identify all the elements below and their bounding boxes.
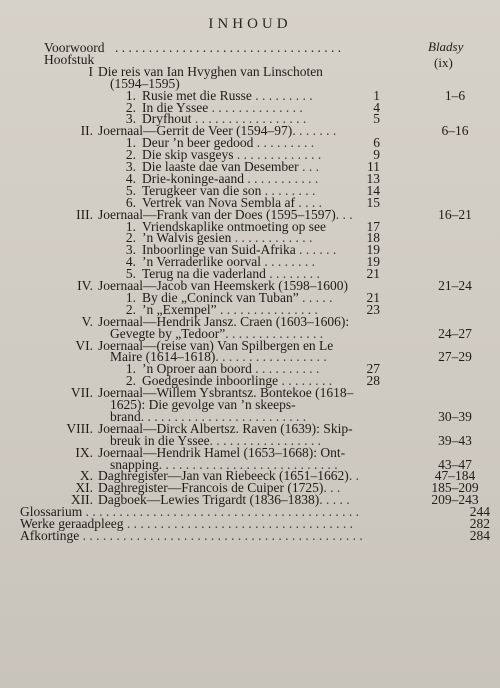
section-title: Drie-koninge-aand . . . . . . . . . . .	[142, 170, 319, 186]
chapter-page-range: 39–43	[438, 432, 472, 448]
chapter-number: XI.	[75, 480, 93, 496]
section-number: 1.	[125, 135, 136, 151]
pages-sublabel: (ix)	[434, 55, 453, 70]
chapter-title-line: snapping . . . . . . . . . . . . . . . . . . . . . . . . . . .	[110, 456, 338, 472]
leader-dots: . . . . .	[298, 289, 333, 305]
section-title: Terugkeer van die son . . . . . . . .	[142, 182, 316, 198]
section-title: Terug na die vaderland . . . . . . . .	[142, 266, 320, 282]
chapter-number: II.	[80, 123, 93, 139]
chapter-number: VIII.	[66, 420, 93, 436]
leader-dots: . . . . . . . . . . . . . . . . . . . . . . . . . . .	[158, 456, 338, 472]
section-page: 6	[373, 135, 380, 151]
section-number: 4.	[125, 254, 136, 270]
chapter-number: VI.	[75, 337, 93, 353]
chapter-title-line: breuk in die Yssee . . . . . . . . . . . . . . . . .	[110, 432, 321, 448]
leader-dots: . . . . . . . . . . . . . . . . .	[209, 432, 321, 448]
section-title: ’n „Exempel” . . . . . . . . . . . . . . .	[142, 301, 318, 317]
chapter-page-range: 27–29	[438, 349, 472, 365]
chapter-page-range: 6–16	[441, 123, 469, 139]
leader-dots: . . . . . . . .	[278, 373, 333, 389]
chapter-page-range: 16–21	[438, 206, 472, 222]
chapter-number: IX.	[75, 444, 93, 460]
section-title: Deur ’n beer gedood . . . . . . . . .	[142, 135, 315, 151]
section-number: 1.	[125, 289, 136, 305]
leader-dots: . . . . .	[319, 492, 350, 508]
chapter-title-line: Daghregister—Francois de Cuiper (1725) . . .	[98, 480, 341, 496]
chapter-number: X.	[79, 468, 93, 484]
section-number: 5.	[125, 266, 136, 282]
section-title: Die skip vasgeys . . . . . . . . . . . . .	[142, 147, 322, 163]
leader-dots: . . . . . . . . . .	[251, 361, 320, 377]
section-page: 15	[366, 194, 380, 210]
leader-dots: . . .	[298, 159, 319, 174]
leader-dots: . . . . . . . . . . . . . . . . . . . . . . . . . . . . . . . . . . . . . . . . . .	[79, 527, 363, 543]
section-title: Vertrek van Nova Sembla af . . . .	[142, 194, 322, 210]
back-matter-label: Afkortinge . . . . . . . . . . . . . . . . . . . . . . . . . . . . . . . . . . . . . . . . . .	[20, 527, 363, 543]
leader-dots: . . . . . . . . . . . . . . . . . . . . . . . . .	[140, 408, 307, 424]
leader-dots: . . . . . . . . . . . . . . . . .	[215, 349, 327, 365]
chapter-page-range: 24–27	[438, 325, 472, 341]
leader-dots: . . . . . . . . . . . . . . . . . . . . . . . . . . . . . . . . . .	[123, 516, 353, 531]
leader-dots: . . . . . . .	[292, 123, 337, 139]
chapter-title-line: brand . . . . . . . . . . . . . . . . . . . . . . . . .	[110, 408, 307, 424]
chapter-page-range: 1–6	[444, 87, 466, 103]
section-number: 3.	[125, 242, 136, 258]
section-title: Goedgesinde inboorlinge . . . . . . . .	[142, 373, 333, 389]
chapter-title-line: Joernaal—Willem Ysbrantsz. Bontekoe (1618–	[98, 385, 354, 401]
section-number: 1.	[125, 361, 136, 377]
section-number: 2.	[125, 99, 136, 115]
chapter-title-line: Joernaal—Jacob van Heemskerk (1598–1600)	[98, 278, 349, 293]
section-page: 27	[366, 361, 380, 377]
section-page: 28	[366, 373, 380, 389]
chapter-page-range: 185–209	[431, 480, 479, 496]
section-number: 3.	[125, 111, 136, 127]
leader-dots: . . . . . .	[295, 242, 337, 258]
chapter-number: IV.	[77, 278, 93, 293]
section-number: 1.	[125, 218, 136, 234]
leader-dots: . . . . . . . . . . . . . . . . . . . . . . . . . . . . . . . . . .	[115, 40, 342, 55]
pages-label: Bladsy	[428, 39, 464, 54]
leader-dots: . . . . . . . . .	[253, 135, 315, 151]
chapter-title-line: Joernaal—(reise van) Van Spilbergen en Le	[98, 337, 334, 353]
leader-dots: . . . . . . . .	[265, 266, 320, 282]
chapter-number: V.	[81, 313, 93, 329]
section-title: Dryfhout . . . . . . . . . . . . . . . . .	[142, 111, 307, 127]
back-matter-page: 282	[469, 516, 490, 531]
leader-dots: . . . . . . . . .	[251, 87, 313, 103]
section-number: 2.	[125, 373, 136, 389]
leader-dots: . . . . . . . . . . . . .	[233, 147, 322, 163]
chapter-number: XII.	[70, 492, 93, 508]
section-page: 19	[366, 254, 380, 270]
chapter-title-line: Die reis van Ian Hvyghen van Linschoten	[98, 63, 323, 79]
chapter-title-line: Daghregister—Jan van Riebeeck (1651–1662) . .	[98, 468, 359, 484]
section-page: 4	[373, 99, 380, 115]
section-page: 9	[373, 147, 380, 163]
leader-dots: . . .	[323, 480, 341, 496]
leader-dots: . . . .	[294, 194, 322, 210]
section-page: 19	[366, 242, 380, 258]
chapter-title-line: Joernaal—Hendrik Jansz. Craen (1603–1606):	[98, 313, 350, 329]
section-number: 4.	[125, 170, 136, 186]
page-title: INHOUD	[208, 16, 292, 32]
section-page: 18	[366, 230, 380, 246]
section-number: 3.	[125, 159, 136, 174]
back-matter-label: Werke geraadpleeg . . . . . . . . . . . . . . . . . . . . . . . . . . . . . . . . . .	[20, 516, 353, 531]
front-entry-label: Voorwoord	[44, 40, 105, 55]
chapter-title-line: Dagboek—Lewies Trigardt (1836–1838) . . . . .	[98, 492, 350, 508]
section-page: 11	[367, 159, 380, 174]
back-matter-page: 244	[469, 504, 490, 520]
section-title: By die „Coninck van Tuban” . . . . .	[142, 289, 333, 305]
section-number: 5.	[125, 182, 136, 198]
section-title: ’n Walvis gesien . . . . . . . . . . . .	[142, 230, 313, 246]
section-page: 14	[366, 182, 380, 198]
leader-dots: . .	[348, 468, 359, 484]
chapter-page-range: 21–24	[438, 278, 472, 293]
section-title: ’n Verraderlike oorval . . . . . . . .	[142, 254, 315, 270]
leader-dots: . . . . . . . .	[261, 182, 316, 198]
chapter-page-range: 209–243	[431, 492, 479, 508]
section-number: 6.	[125, 194, 136, 210]
section-title: Rusie met die Russe . . . . . . . . .	[142, 87, 313, 103]
chapter-title-line: Gevegte by „Tedoor” . . . . . . . . . . . . . . .	[110, 325, 324, 341]
chapter-title-line: Joernaal—Frank van der Does (1595–1597) . . .	[98, 206, 353, 222]
chapter-number: III.	[76, 206, 93, 222]
leader-dots: . . .	[335, 206, 353, 222]
leader-dots: . . . . . . . . . . . . . . .	[216, 301, 318, 317]
chapter-page-range: 30–39	[438, 408, 472, 424]
section-page: 17	[366, 218, 380, 234]
section-title: Inboorlinge van Suid-Afrika . . . . . .	[142, 242, 337, 258]
section-page: 21	[366, 266, 380, 282]
section-page: 13	[366, 170, 380, 186]
chapter-title-line: Joernaal—Dirck Albertsz. Raven (1639): Skip-	[98, 420, 353, 436]
chapter-title-line: 1625): Die gevolge van ’n skeeps-	[110, 397, 296, 412]
hoofstuk-label: Hoofstuk	[44, 51, 95, 67]
section-title: In die Yssee . . . . . . . . . . . . . .	[142, 99, 303, 115]
leader-dots: . . . . . . . . . . . .	[231, 230, 313, 246]
chapter-number: VII.	[70, 385, 93, 401]
section-number: 2.	[125, 230, 136, 246]
leader-dots: . . . . . . . . . . . . . . . . . . . . . . . . . . . . . . . . . . . . . . . . .	[82, 504, 359, 520]
chapter-title-line: (1594–1595)	[110, 75, 180, 91]
leader-dots: . . . . . . . .	[260, 254, 315, 270]
leader-dots: . . . . . . . . . . . . . .	[208, 99, 303, 115]
chapter-number: I	[88, 63, 93, 79]
leader-dots: . . . . . . . . . . .	[243, 170, 319, 186]
section-title: ’n Oproer aan boord . . . . . . . . . .	[142, 361, 320, 377]
section-number: 2.	[125, 301, 136, 317]
chapter-title-line: Maire (1614–1618) . . . . . . . . . . . . . . . . .	[110, 349, 327, 365]
chapter-page-range: 47–184	[434, 468, 476, 484]
section-title: Die laaste dae van Desember . . .	[142, 159, 319, 174]
section-title: Vriendskaplike ontmoeting op see	[142, 218, 327, 234]
toc-line	[0, 528, 500, 543]
leader-dots: . . . . . . . . . . . . . . . . .	[191, 111, 307, 127]
section-page: 23	[366, 301, 380, 317]
section-page: 5	[373, 111, 380, 127]
section-page: 21	[366, 289, 380, 305]
chapter-page-range: 43–47	[438, 456, 472, 472]
chapter-title-line: Joernaal—Hendrik Hamel (1653–1668): Ont-	[98, 444, 346, 460]
leader-dots: . . . . . . . . . . . . . . .	[225, 325, 324, 341]
section-number: 2.	[125, 147, 136, 163]
chapter-title-line: Joernaal—Gerrit de Veer (1594–97) . . . . . . .	[98, 123, 337, 139]
back-matter-page: 284	[469, 527, 490, 543]
section-page: 1	[373, 87, 380, 103]
section-number: 1.	[125, 87, 136, 103]
back-matter-label: Glossarium . . . . . . . . . . . . . . . . . . . . . . . . . . . . . . . . . . . . . . . . .	[20, 504, 359, 520]
